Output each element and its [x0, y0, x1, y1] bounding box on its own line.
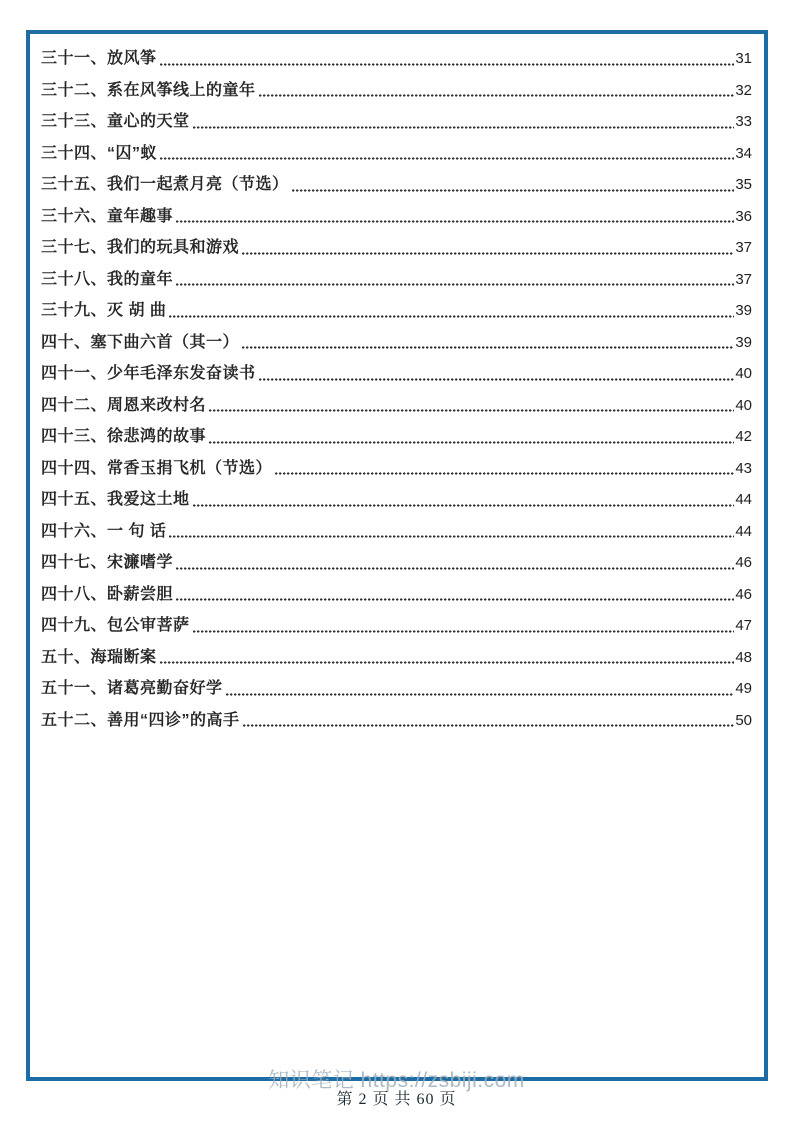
toc-entry[interactable]	[41, 138, 752, 170]
toc-entry-page-number: 37	[735, 239, 752, 256]
dot-leader	[209, 441, 734, 444]
toc-entry-title: 四十九、包公审菩萨	[41, 617, 190, 634]
dot-leader	[259, 94, 735, 97]
toc-entry-page-number: 48	[735, 648, 752, 666]
page-number-footer: 第 2 页 共 60 页	[336, 1091, 457, 1108]
toc-entry[interactable]	[41, 705, 752, 737]
dot-leader	[160, 157, 734, 160]
toc-entry-page-number: 46	[735, 585, 752, 603]
toc-entry-title: 三十九、灭 胡 曲	[41, 302, 167, 319]
dot-leader	[243, 724, 735, 727]
toc-entry[interactable]	[41, 673, 752, 705]
toc-entry-title: 四十六、一 句 话	[41, 522, 167, 540]
toc-entry[interactable]	[41, 264, 752, 296]
toc-entry-title: 四十二、周恩来改村名	[41, 396, 207, 414]
toc-entry-title: 四十、塞下曲六首（其一）	[41, 333, 240, 351]
toc-entry-page-number: 46	[735, 554, 752, 571]
toc-entry-title: 四十八、卧薪尝胆	[41, 585, 174, 603]
toc-entry[interactable]	[41, 516, 752, 548]
toc-entry-title: 五十、海瑞断案	[41, 648, 157, 666]
toc-entry-title: 三十七、我们的玩具和游戏	[41, 239, 240, 256]
toc-entry-page-number: 44	[735, 522, 752, 540]
toc-entry-title: 四十五、我爱这土地	[41, 491, 190, 508]
toc-entry-page-number: 34	[735, 144, 752, 162]
toc-entry-page-number: 47	[735, 617, 752, 634]
toc-entry-title: 五十一、诸葛亮勤奋好学	[41, 680, 223, 697]
toc-entry-title: 三十二、系在风筝线上的童年	[41, 81, 256, 99]
toc-entry-page-number: 50	[735, 711, 752, 729]
toc-entry[interactable]	[41, 358, 752, 390]
dot-leader	[242, 346, 734, 349]
toc-entry[interactable]	[41, 610, 752, 642]
dot-leader	[176, 567, 734, 570]
toc-entry-page-number: 32	[735, 81, 752, 99]
page-border-box	[26, 30, 768, 1081]
toc-entry[interactable]	[41, 232, 752, 264]
toc-entry-page-number: 36	[735, 207, 752, 225]
toc-entry[interactable]	[41, 579, 752, 611]
toc-entry[interactable]	[41, 295, 752, 327]
dot-leader	[259, 378, 735, 381]
toc-entry-page-number: 40	[735, 396, 752, 414]
dot-leader	[160, 661, 735, 664]
dot-leader	[169, 535, 734, 538]
toc-entry[interactable]	[41, 547, 752, 579]
toc-entry[interactable]	[41, 201, 752, 233]
toc-entry-page-number: 44	[735, 491, 752, 508]
toc-entry-page-number: 43	[735, 459, 752, 477]
dot-leader	[275, 472, 734, 475]
toc-entry-title: 四十一、少年毛泽东发奋读书	[41, 365, 256, 382]
toc-entry-page-number: 37	[735, 270, 752, 288]
toc-entry[interactable]	[41, 421, 752, 453]
dot-leader	[193, 630, 735, 633]
toc-entry-title: 五十二、善用“四诊”的高手	[41, 711, 240, 729]
toc-entry-title: 三十八、我的童年	[41, 270, 174, 288]
toc-entry-title: 四十三、徐悲鸿的故事	[41, 428, 207, 445]
toc-entry-title: 三十三、童心的天堂	[41, 113, 190, 130]
table-of-contents	[41, 43, 752, 736]
dot-leader	[176, 598, 734, 601]
toc-entry-title: 三十四、“囚”蚁	[41, 144, 158, 162]
toc-entry-page-number: 31	[735, 50, 752, 67]
toc-entry-title: 四十四、常香玉捐飞机（节选）	[41, 459, 273, 477]
dot-leader	[242, 252, 734, 255]
site-watermark: 知识笔记 https://zsbiji.com	[268, 1069, 525, 1092]
dot-leader	[160, 63, 735, 66]
toc-entry[interactable]	[41, 484, 752, 516]
dot-leader	[193, 504, 735, 507]
dot-leader	[292, 189, 735, 192]
toc-entry[interactable]	[41, 169, 752, 201]
toc-entry[interactable]	[41, 390, 752, 422]
toc-entry[interactable]	[41, 75, 752, 107]
toc-entry[interactable]	[41, 106, 752, 138]
toc-entry[interactable]	[41, 642, 752, 674]
toc-entry-title: 三十五、我们一起煮月亮（节选）	[41, 176, 289, 193]
dot-leader	[193, 126, 735, 129]
toc-entry-page-number: 39	[735, 302, 752, 319]
dot-leader	[209, 409, 734, 412]
toc-entry-title: 三十六、童年趣事	[41, 207, 174, 225]
dot-leader	[169, 315, 734, 318]
toc-entry-page-number: 42	[735, 428, 752, 445]
dot-leader	[176, 220, 734, 223]
toc-entry-page-number: 49	[735, 680, 752, 697]
toc-entry[interactable]	[41, 453, 752, 485]
dot-leader	[176, 283, 734, 286]
dot-leader	[226, 693, 735, 696]
toc-entry-page-number: 39	[735, 333, 752, 351]
toc-entry[interactable]	[41, 327, 752, 359]
toc-entry-page-number: 33	[735, 113, 752, 130]
toc-entry[interactable]	[41, 43, 752, 75]
toc-entry-title: 三十一、放风筝	[41, 50, 157, 67]
toc-entry-page-number: 40	[735, 365, 752, 382]
toc-entry-page-number: 35	[735, 176, 752, 193]
toc-entry-title: 四十七、宋濂嗜学	[41, 554, 174, 571]
